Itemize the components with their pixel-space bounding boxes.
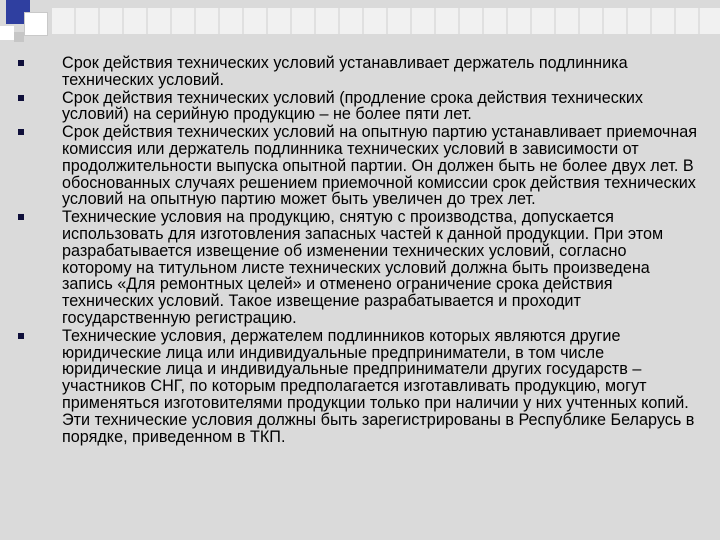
bullet-text: Срок действия технических условий на опытную партию устанавливает приемочная комиссия или держатель подлинника технических условий в зависимости от продолжительности выпуска опытной партии. Он должен быть не более двух лет. В обоснованных случаях решением приемочной комиссии срок действия технических условий на опытную партию может быть увеличен до трех лет. [62, 123, 698, 209]
bullet-square-icon [18, 214, 24, 220]
bullet-square-icon [18, 60, 24, 66]
bullet-text: Срок действия технических условий (продление срока действия технических условий) на серийную продукцию – не более пяти лет. [62, 88, 644, 124]
bullet-text: Срок действия технических условий устанавливает держатель подлинника технических условий. [62, 54, 628, 89]
bullet-list [0, 55, 720, 445]
bullet-square-icon [18, 95, 24, 101]
decorative-square-white [24, 12, 48, 36]
bullet-item [0, 90, 720, 124]
slide-content [0, 55, 720, 525]
bullet-square-icon [18, 129, 24, 135]
bullet-text: Технические условия на продукцию, снятую с производства, допускается использовать для изготовления запасных частей к данной продукции. При этом разрабатывается извещение об изменении технических условий, согласно которому на титульном листе технических условий должна быть произведена запись «Для ремонтных целей» и отменено ограничение срока действия технических условий. Такое извещение разрабатывается и проходит государственную регистрацию. [62, 208, 664, 327]
decorative-square-small [0, 26, 14, 40]
decorative-top-strip [52, 8, 720, 34]
bullet-item [0, 328, 720, 446]
bullet-item [0, 124, 720, 208]
bullet-item [0, 209, 720, 327]
bullet-square-icon [18, 333, 24, 339]
decorative-square-grey [14, 32, 24, 42]
bullet-text: Технические условия, держателем подлинников которых являются другие юридические лица или индивидуальные предприниматели, в том числе юридические лица и индивидуальные предприниматели других государств – участников СНГ, по которым предполагается изготавливать продукцию, могут применяться изготовителями продукции только при наличии у них учтенных копий. Эти технические условия должны быть зарегистрированы в Республике Беларусь в порядке, приведенном в ТКП. [62, 326, 695, 446]
bullet-item [0, 55, 720, 89]
